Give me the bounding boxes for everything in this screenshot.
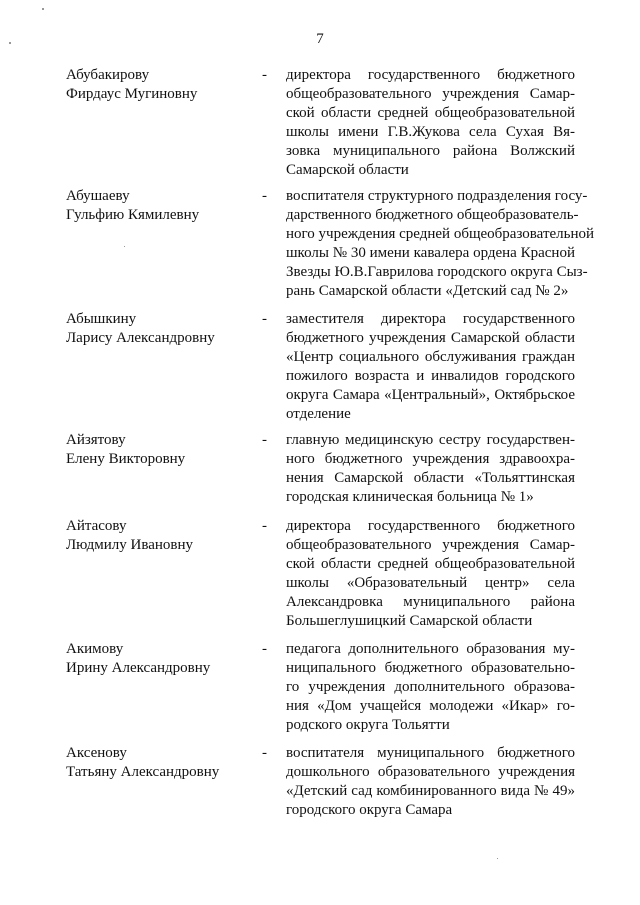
surname: Айзятову xyxy=(66,432,126,448)
position-line: городского округа Самара xyxy=(286,802,453,818)
given-names: Гульфию Кямилевну xyxy=(66,207,200,223)
dash-separator: - xyxy=(262,311,267,327)
position-line: педагога дополнительного образования му- xyxy=(286,641,575,657)
surname: Аксенову xyxy=(66,745,127,761)
surname: Акимову xyxy=(66,641,124,657)
position-line: школы имени Г.В.Жукова села Сухая Вя- xyxy=(286,124,575,140)
position-line: бюджетного учреждения Самарской области xyxy=(286,330,575,346)
given-names: Ларису Александровну xyxy=(66,330,215,346)
position-line: рань Самарской области «Детский сад № 2» xyxy=(286,283,569,299)
position-line: ного учреждения средней общеобразовательной xyxy=(286,226,595,242)
surname: Абубакирову xyxy=(66,67,150,83)
position-line: Звезды Ю.В.Гаврилова городского округа Сыз- xyxy=(286,264,588,280)
scan-speck xyxy=(497,858,498,859)
person-name xyxy=(66,66,256,104)
person-name xyxy=(66,310,256,348)
position-line: общеобразовательного учреждения Самар- xyxy=(286,537,575,553)
position-line: воспитателя муниципального бюджетного xyxy=(286,745,575,761)
position-text xyxy=(286,744,575,820)
dash-separator: - xyxy=(262,67,267,83)
position-line: Большеглушицкий Самарской области xyxy=(286,613,533,629)
person-name xyxy=(66,640,256,678)
surname: Абушаеву xyxy=(66,188,130,204)
position-line: ного бюджетного учреждения здравоохра- xyxy=(286,451,575,467)
scan-speck xyxy=(42,8,44,10)
person-name xyxy=(66,744,256,782)
position-line: «Детский сад комбинированного вида № 49» xyxy=(286,783,575,799)
dash-separator: - xyxy=(262,432,267,448)
position-line: воспитателя структурного подразделения госу- xyxy=(286,188,588,204)
position-line: го учреждения дополнительного образова- xyxy=(286,679,575,695)
given-names: Людмилу Ивановну xyxy=(66,537,194,553)
position-line: школы № 30 имени кавалера ордена Красной xyxy=(286,245,575,261)
position-line: ской области средней общеобразовательной xyxy=(286,105,575,121)
given-names: Ирину Александровну xyxy=(66,660,211,676)
position-line: Александровка муниципального района xyxy=(286,594,575,610)
position-line: директора государственного бюджетного xyxy=(286,518,575,534)
scan-speck xyxy=(124,246,125,247)
person-name xyxy=(66,431,256,469)
position-line: округа Самара «Центральный», Октябрьское xyxy=(286,387,575,403)
position-line: городская клиническая больница № 1» xyxy=(286,489,534,505)
position-line: нения Самарской области «Тольяттинская xyxy=(286,470,575,486)
position-line: заместителя директора государственного xyxy=(286,311,575,327)
page-number: 7 xyxy=(316,31,324,47)
position-text xyxy=(286,66,575,180)
position-text xyxy=(286,310,575,424)
position-line: дарственного бюджетного общеобразователь- xyxy=(286,207,579,223)
surname: Абышкину xyxy=(66,311,137,327)
position-line: пожилого возраста и инвалидов городского xyxy=(286,368,575,384)
dash-separator: - xyxy=(262,188,267,204)
position-line: отделение xyxy=(286,406,351,422)
position-line: общеобразовательного учреждения Самар- xyxy=(286,86,575,102)
given-names: Елену Викторовну xyxy=(66,451,186,467)
dash-separator: - xyxy=(262,641,267,657)
position-text xyxy=(286,431,575,507)
person-name xyxy=(66,187,256,225)
dash-separator: - xyxy=(262,745,267,761)
position-line: директора государственного бюджетного xyxy=(286,67,575,83)
person-name xyxy=(66,517,256,555)
position-line: главную медицинскую сестру государствен- xyxy=(286,432,575,448)
position-text xyxy=(286,187,595,301)
given-names: Фирдаус Мугиновну xyxy=(66,86,198,102)
position-line: «Центр социального обслуживания граждан xyxy=(286,349,575,365)
position-line: ния «Дом учащейся молодежи «Икар» го- xyxy=(286,698,575,714)
position-line: зовка муниципального района Волжский xyxy=(286,143,575,159)
position-line: ской области средней общеобразовательной xyxy=(286,556,575,572)
position-line: родского округа Тольятти xyxy=(286,717,450,733)
position-line: школы «Образовательный центр» села xyxy=(286,575,575,591)
position-text xyxy=(286,517,575,631)
position-line: ниципального бюджетного образовательно- xyxy=(286,660,575,676)
position-text xyxy=(286,640,575,735)
position-line: дошкольного образовательного учреждения xyxy=(286,764,575,780)
surname: Айтасову xyxy=(66,518,127,534)
dash-separator: - xyxy=(262,518,267,534)
given-names: Татьяну Александровну xyxy=(66,764,220,780)
position-line: Самарской области xyxy=(286,162,409,178)
